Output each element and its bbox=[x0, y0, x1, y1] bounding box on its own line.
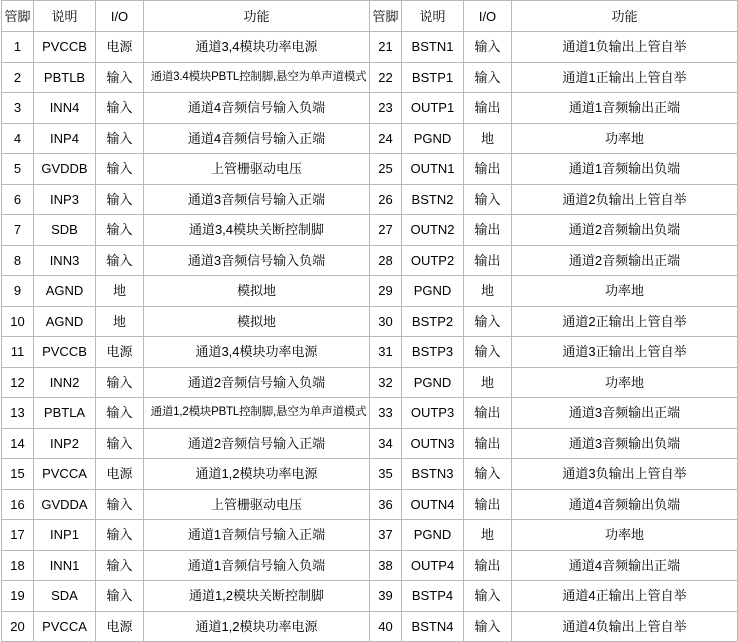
pin-name-right: OUTN4 bbox=[402, 489, 464, 520]
pin-number-left: 5 bbox=[2, 154, 34, 185]
table-row bbox=[2, 550, 738, 581]
header-row bbox=[2, 1, 738, 32]
pin-function-right: 功率地 bbox=[512, 276, 738, 307]
pin-function-right: 通道4音频输出负端 bbox=[512, 489, 738, 520]
pin-name-right: OUTP4 bbox=[402, 550, 464, 581]
pin-io-right: 输入 bbox=[464, 306, 512, 337]
pin-description-table bbox=[1, 0, 738, 642]
pin-io-left: 输入 bbox=[96, 93, 144, 124]
table-row bbox=[2, 184, 738, 215]
pin-function-right: 通道1正输出上管自举 bbox=[512, 62, 738, 93]
pin-name-right: BSTN1 bbox=[402, 32, 464, 63]
header-pin-right: 管脚 bbox=[370, 1, 402, 32]
pin-function-left: 通道3音频信号输入正端 bbox=[144, 184, 370, 215]
pin-io-left: 输入 bbox=[96, 398, 144, 429]
pin-function-right: 通道4负输出上管自举 bbox=[512, 611, 738, 642]
pin-function-left: 上管栅驱动电压 bbox=[144, 489, 370, 520]
pin-name-right: OUTN1 bbox=[402, 154, 464, 185]
pinout-table-container bbox=[1, 0, 737, 642]
pin-number-left: 11 bbox=[2, 337, 34, 368]
pin-number-right: 24 bbox=[370, 123, 402, 154]
pin-io-right: 输入 bbox=[464, 611, 512, 642]
pin-name-left: AGND bbox=[34, 306, 96, 337]
pin-number-right: 36 bbox=[370, 489, 402, 520]
pin-number-left: 20 bbox=[2, 611, 34, 642]
pin-function-right: 通道2音频输出负端 bbox=[512, 215, 738, 246]
pin-function-right: 通道4正输出上管自举 bbox=[512, 581, 738, 612]
header-function-right: 功能 bbox=[512, 1, 738, 32]
pin-name-left: PVCCA bbox=[34, 459, 96, 490]
pin-number-left: 4 bbox=[2, 123, 34, 154]
pin-name-left: SDA bbox=[34, 581, 96, 612]
table-row bbox=[2, 459, 738, 490]
table-row bbox=[2, 32, 738, 63]
pin-function-left: 通道3,4模块关断控制脚 bbox=[144, 215, 370, 246]
pin-number-left: 16 bbox=[2, 489, 34, 520]
pin-name-right: PGND bbox=[402, 123, 464, 154]
pin-number-left: 15 bbox=[2, 459, 34, 490]
table-row bbox=[2, 245, 738, 276]
pin-number-left: 10 bbox=[2, 306, 34, 337]
pin-number-left: 6 bbox=[2, 184, 34, 215]
header-name-right: 说明 bbox=[402, 1, 464, 32]
pin-io-left: 电源 bbox=[96, 459, 144, 490]
pin-io-right: 输入 bbox=[464, 184, 512, 215]
table-row bbox=[2, 367, 738, 398]
pin-function-right: 通道3正输出上管自举 bbox=[512, 337, 738, 368]
table-row bbox=[2, 93, 738, 124]
pin-io-left: 输入 bbox=[96, 489, 144, 520]
pin-number-right: 22 bbox=[370, 62, 402, 93]
pin-io-right: 输出 bbox=[464, 245, 512, 276]
pin-function-left: 通道2音频信号输入正端 bbox=[144, 428, 370, 459]
pin-number-left: 1 bbox=[2, 32, 34, 63]
pin-io-right: 输入 bbox=[464, 337, 512, 368]
pin-name-right: BSTP1 bbox=[402, 62, 464, 93]
pin-function-left: 上管栅驱动电压 bbox=[144, 154, 370, 185]
pin-name-right: PGND bbox=[402, 276, 464, 307]
pin-number-left: 14 bbox=[2, 428, 34, 459]
pin-name-right: BSTN3 bbox=[402, 459, 464, 490]
pin-function-left: 模拟地 bbox=[144, 276, 370, 307]
table-header bbox=[2, 1, 738, 32]
pin-function-left: 通道4音频信号输入负端 bbox=[144, 93, 370, 124]
pin-number-right: 34 bbox=[370, 428, 402, 459]
table-row bbox=[2, 428, 738, 459]
pin-function-left: 通道3音频信号输入负端 bbox=[144, 245, 370, 276]
pin-io-left: 输入 bbox=[96, 520, 144, 551]
table-row bbox=[2, 581, 738, 612]
pin-io-right: 输入 bbox=[464, 581, 512, 612]
pin-name-right: PGND bbox=[402, 520, 464, 551]
pin-io-right: 地 bbox=[464, 367, 512, 398]
table-row bbox=[2, 62, 738, 93]
pin-io-left: 输入 bbox=[96, 123, 144, 154]
pin-io-right: 输出 bbox=[464, 398, 512, 429]
pin-io-left: 输入 bbox=[96, 215, 144, 246]
pin-io-right: 输出 bbox=[464, 428, 512, 459]
pin-io-left: 输入 bbox=[96, 550, 144, 581]
pin-name-left: INN2 bbox=[34, 367, 96, 398]
pin-number-right: 35 bbox=[370, 459, 402, 490]
pin-number-right: 21 bbox=[370, 32, 402, 63]
pin-io-left: 输入 bbox=[96, 154, 144, 185]
pin-name-left: INP2 bbox=[34, 428, 96, 459]
pin-function-left: 模拟地 bbox=[144, 306, 370, 337]
pin-number-right: 30 bbox=[370, 306, 402, 337]
pin-name-left: SDB bbox=[34, 215, 96, 246]
pin-function-left: 通道1音频信号输入负端 bbox=[144, 550, 370, 581]
pin-number-right: 37 bbox=[370, 520, 402, 551]
pin-name-left: PBTLA bbox=[34, 398, 96, 429]
pin-number-left: 17 bbox=[2, 520, 34, 551]
pin-io-left: 电源 bbox=[96, 32, 144, 63]
pin-function-left: 通道3.4模块PBTL控制脚,悬空为单声道模式 bbox=[144, 62, 370, 93]
pin-io-right: 输入 bbox=[464, 62, 512, 93]
pin-io-left: 电源 bbox=[96, 611, 144, 642]
pin-io-right: 输入 bbox=[464, 32, 512, 63]
pin-function-left: 通道3,4模块功率电源 bbox=[144, 337, 370, 368]
pin-name-left: INP3 bbox=[34, 184, 96, 215]
pin-number-right: 33 bbox=[370, 398, 402, 429]
pin-io-left: 地 bbox=[96, 276, 144, 307]
pin-io-left: 输入 bbox=[96, 428, 144, 459]
pin-function-right: 通道2负输出上管自举 bbox=[512, 184, 738, 215]
pin-function-left: 通道1音频信号输入正端 bbox=[144, 520, 370, 551]
pin-io-right: 输入 bbox=[464, 459, 512, 490]
pin-io-right: 输出 bbox=[464, 215, 512, 246]
pin-number-left: 18 bbox=[2, 550, 34, 581]
pin-function-right: 通道1音频输出负端 bbox=[512, 154, 738, 185]
pin-io-left: 输入 bbox=[96, 245, 144, 276]
pin-number-left: 9 bbox=[2, 276, 34, 307]
table-row bbox=[2, 611, 738, 642]
pin-function-right: 通道3音频输出正端 bbox=[512, 398, 738, 429]
pin-name-right: BSTP2 bbox=[402, 306, 464, 337]
pin-name-left: INP4 bbox=[34, 123, 96, 154]
pin-name-left: PBTLB bbox=[34, 62, 96, 93]
pin-function-right: 通道2音频输出正端 bbox=[512, 245, 738, 276]
pin-io-left: 输入 bbox=[96, 581, 144, 612]
pin-function-left: 通道1,2模块PBTL控制脚,悬空为单声道模式 bbox=[144, 398, 370, 429]
pin-io-left: 地 bbox=[96, 306, 144, 337]
table-row bbox=[2, 215, 738, 246]
pin-function-left: 通道1,2模块功率电源 bbox=[144, 611, 370, 642]
pin-number-right: 39 bbox=[370, 581, 402, 612]
header-io-left: I/O bbox=[96, 1, 144, 32]
pin-function-right: 通道3音频输出负端 bbox=[512, 428, 738, 459]
pin-io-right: 输出 bbox=[464, 154, 512, 185]
table-row bbox=[2, 520, 738, 551]
pin-number-right: 29 bbox=[370, 276, 402, 307]
pin-name-right: OUTP3 bbox=[402, 398, 464, 429]
pin-function-right: 通道4音频输出正端 bbox=[512, 550, 738, 581]
pin-name-right: OUTP1 bbox=[402, 93, 464, 124]
pin-name-left: INP1 bbox=[34, 520, 96, 551]
pin-number-right: 25 bbox=[370, 154, 402, 185]
pin-number-right: 28 bbox=[370, 245, 402, 276]
pin-number-left: 3 bbox=[2, 93, 34, 124]
pin-name-left: INN1 bbox=[34, 550, 96, 581]
pin-function-left: 通道2音频信号输入负端 bbox=[144, 367, 370, 398]
header-io-right: I/O bbox=[464, 1, 512, 32]
pin-function-right: 功率地 bbox=[512, 520, 738, 551]
header-name-left: 说明 bbox=[34, 1, 96, 32]
table-row bbox=[2, 398, 738, 429]
header-function-left: 功能 bbox=[144, 1, 370, 32]
pin-name-right: BSTP4 bbox=[402, 581, 464, 612]
pin-number-right: 32 bbox=[370, 367, 402, 398]
pin-function-left: 通道4音频信号输入正端 bbox=[144, 123, 370, 154]
pin-io-right: 地 bbox=[464, 520, 512, 551]
pin-number-right: 26 bbox=[370, 184, 402, 215]
pin-io-right: 输出 bbox=[464, 550, 512, 581]
pin-name-right: OUTN2 bbox=[402, 215, 464, 246]
pin-name-left: GVDDB bbox=[34, 154, 96, 185]
pin-number-left: 19 bbox=[2, 581, 34, 612]
pin-number-left: 8 bbox=[2, 245, 34, 276]
pin-name-right: BSTP3 bbox=[402, 337, 464, 368]
pin-number-right: 27 bbox=[370, 215, 402, 246]
pin-function-right: 通道3负输出上管自举 bbox=[512, 459, 738, 490]
pin-name-right: BSTN2 bbox=[402, 184, 464, 215]
pin-number-left: 2 bbox=[2, 62, 34, 93]
pin-io-left: 电源 bbox=[96, 337, 144, 368]
pin-name-right: BSTN4 bbox=[402, 611, 464, 642]
pin-name-left: INN4 bbox=[34, 93, 96, 124]
pin-function-right: 通道1音频输出正端 bbox=[512, 93, 738, 124]
pin-name-right: OUTP2 bbox=[402, 245, 464, 276]
header-pin-left: 管脚 bbox=[2, 1, 34, 32]
pin-io-right: 地 bbox=[464, 276, 512, 307]
pin-function-left: 通道3,4模块功率电源 bbox=[144, 32, 370, 63]
pin-function-right: 通道2正输出上管自举 bbox=[512, 306, 738, 337]
table-row bbox=[2, 276, 738, 307]
pin-function-left: 通道1,2模块关断控制脚 bbox=[144, 581, 370, 612]
pin-name-right: OUTN3 bbox=[402, 428, 464, 459]
pin-io-left: 输入 bbox=[96, 184, 144, 215]
pin-name-left: INN3 bbox=[34, 245, 96, 276]
pin-io-right: 地 bbox=[464, 123, 512, 154]
pin-io-right: 输出 bbox=[464, 489, 512, 520]
pin-number-left: 12 bbox=[2, 367, 34, 398]
table-row bbox=[2, 123, 738, 154]
pin-name-left: PVCCA bbox=[34, 611, 96, 642]
pin-name-left: PVCCB bbox=[34, 337, 96, 368]
table-row bbox=[2, 154, 738, 185]
pin-number-left: 7 bbox=[2, 215, 34, 246]
pin-name-left: PVCCB bbox=[34, 32, 96, 63]
pin-function-left: 通道1,2模块功率电源 bbox=[144, 459, 370, 490]
pin-name-left: GVDDA bbox=[34, 489, 96, 520]
table-body bbox=[2, 32, 738, 642]
pin-number-right: 38 bbox=[370, 550, 402, 581]
pin-io-left: 输入 bbox=[96, 62, 144, 93]
table-row bbox=[2, 489, 738, 520]
pin-number-left: 13 bbox=[2, 398, 34, 429]
pin-name-right: PGND bbox=[402, 367, 464, 398]
table-row bbox=[2, 337, 738, 368]
pin-name-left: AGND bbox=[34, 276, 96, 307]
pin-number-right: 23 bbox=[370, 93, 402, 124]
pin-io-right: 输出 bbox=[464, 93, 512, 124]
pin-function-right: 功率地 bbox=[512, 367, 738, 398]
table-row bbox=[2, 306, 738, 337]
pin-function-right: 通道1负输出上管自举 bbox=[512, 32, 738, 63]
pin-function-right: 功率地 bbox=[512, 123, 738, 154]
pin-number-right: 31 bbox=[370, 337, 402, 368]
pin-number-right: 40 bbox=[370, 611, 402, 642]
pin-io-left: 输入 bbox=[96, 367, 144, 398]
